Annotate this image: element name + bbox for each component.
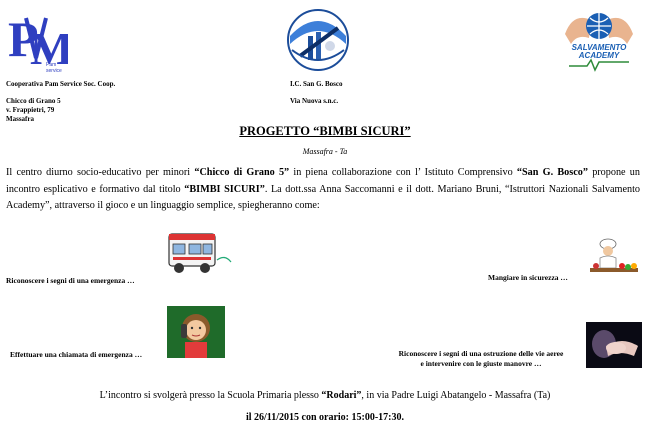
intro-paragraph	[6, 165, 640, 215]
intro-text-1: Il centro diurno socio-educativo per minori	[6, 167, 195, 178]
project-title: PROGETTO “BIMBI SICURI”	[239, 124, 411, 138]
venue-school-name: “Rodari”	[321, 390, 362, 401]
caption-airway-obstruction	[381, 349, 581, 369]
center-name: Chicco di Grano 5	[6, 97, 61, 105]
school-logo	[286, 6, 350, 74]
caption-emergency-call: Effettuare una chiamata di emergenza …	[10, 350, 143, 359]
venue-text-1: L’incontro si svolgerà presso la Scuola Primaria plesso	[99, 390, 322, 401]
intro-project-name: “BIMBI SICURI”	[184, 183, 265, 195]
intro-school-name: “San G. Bosco”	[516, 167, 588, 178]
caption-safe-eating: Mangiare in sicurezza …	[488, 273, 568, 282]
intro-text-3: propone un incontro esplicativo e formativo dal titolo	[6, 167, 640, 195]
airway-rescue-image	[586, 322, 642, 368]
intro-center-name: “Chicco di Grano 5”	[194, 167, 290, 178]
svg-text:M: M	[30, 23, 68, 70]
phone-call-image	[167, 306, 225, 358]
school-name: I.C. San G. Bosco	[290, 80, 343, 88]
chef-food-image	[588, 236, 640, 280]
pam-service-logo	[6, 8, 68, 74]
salvamento-logo-text: SALVAMENTO ACADEMY	[571, 43, 627, 60]
pam-logo-text: Pam service	[46, 62, 62, 74]
venue-line	[0, 390, 650, 401]
cooperative-name: Cooperativa Pam Service Soc. Coop.	[6, 80, 116, 88]
intro-text-2: in piena collaborazione con l’ Istituto Comprensivo	[289, 167, 517, 178]
center-city: Massafra	[6, 115, 34, 123]
center-street: v. Frappietri, 79	[6, 106, 55, 114]
mid-header-info	[290, 80, 490, 106]
caption-emergency-signs: Riconoscere i segni di una emergenza …	[6, 276, 135, 285]
svg-text:P: P	[8, 11, 39, 67]
caption-airway-line1: Riconoscere i segni di una ostruzione delle vie aeree	[398, 349, 564, 358]
school-street: Via Nuova s.n.c.	[290, 97, 339, 105]
date-time-line: il 26/11/2015 con orario: 15:00-17:30.	[245, 412, 405, 423]
caption-airway-line2: e intervenire con le giuste manovre …	[420, 359, 542, 368]
left-header-info	[6, 80, 206, 124]
intro-text-4: . La dott.ssa Anna Saccomanni e il dott. Mariano Bruni, “Istruttori Nazionali Salvamento Academy”, attraverso il gioco e un linguaggio semplice, spiegheranno come:	[6, 183, 640, 211]
salvamento-academy-logo	[563, 4, 635, 74]
ambulance-image	[165, 228, 235, 276]
project-location: Massafra - Ta	[302, 147, 348, 156]
venue-text-2: , in via Padre Luigi Abatangelo - Massafra (Ta)	[361, 390, 551, 401]
